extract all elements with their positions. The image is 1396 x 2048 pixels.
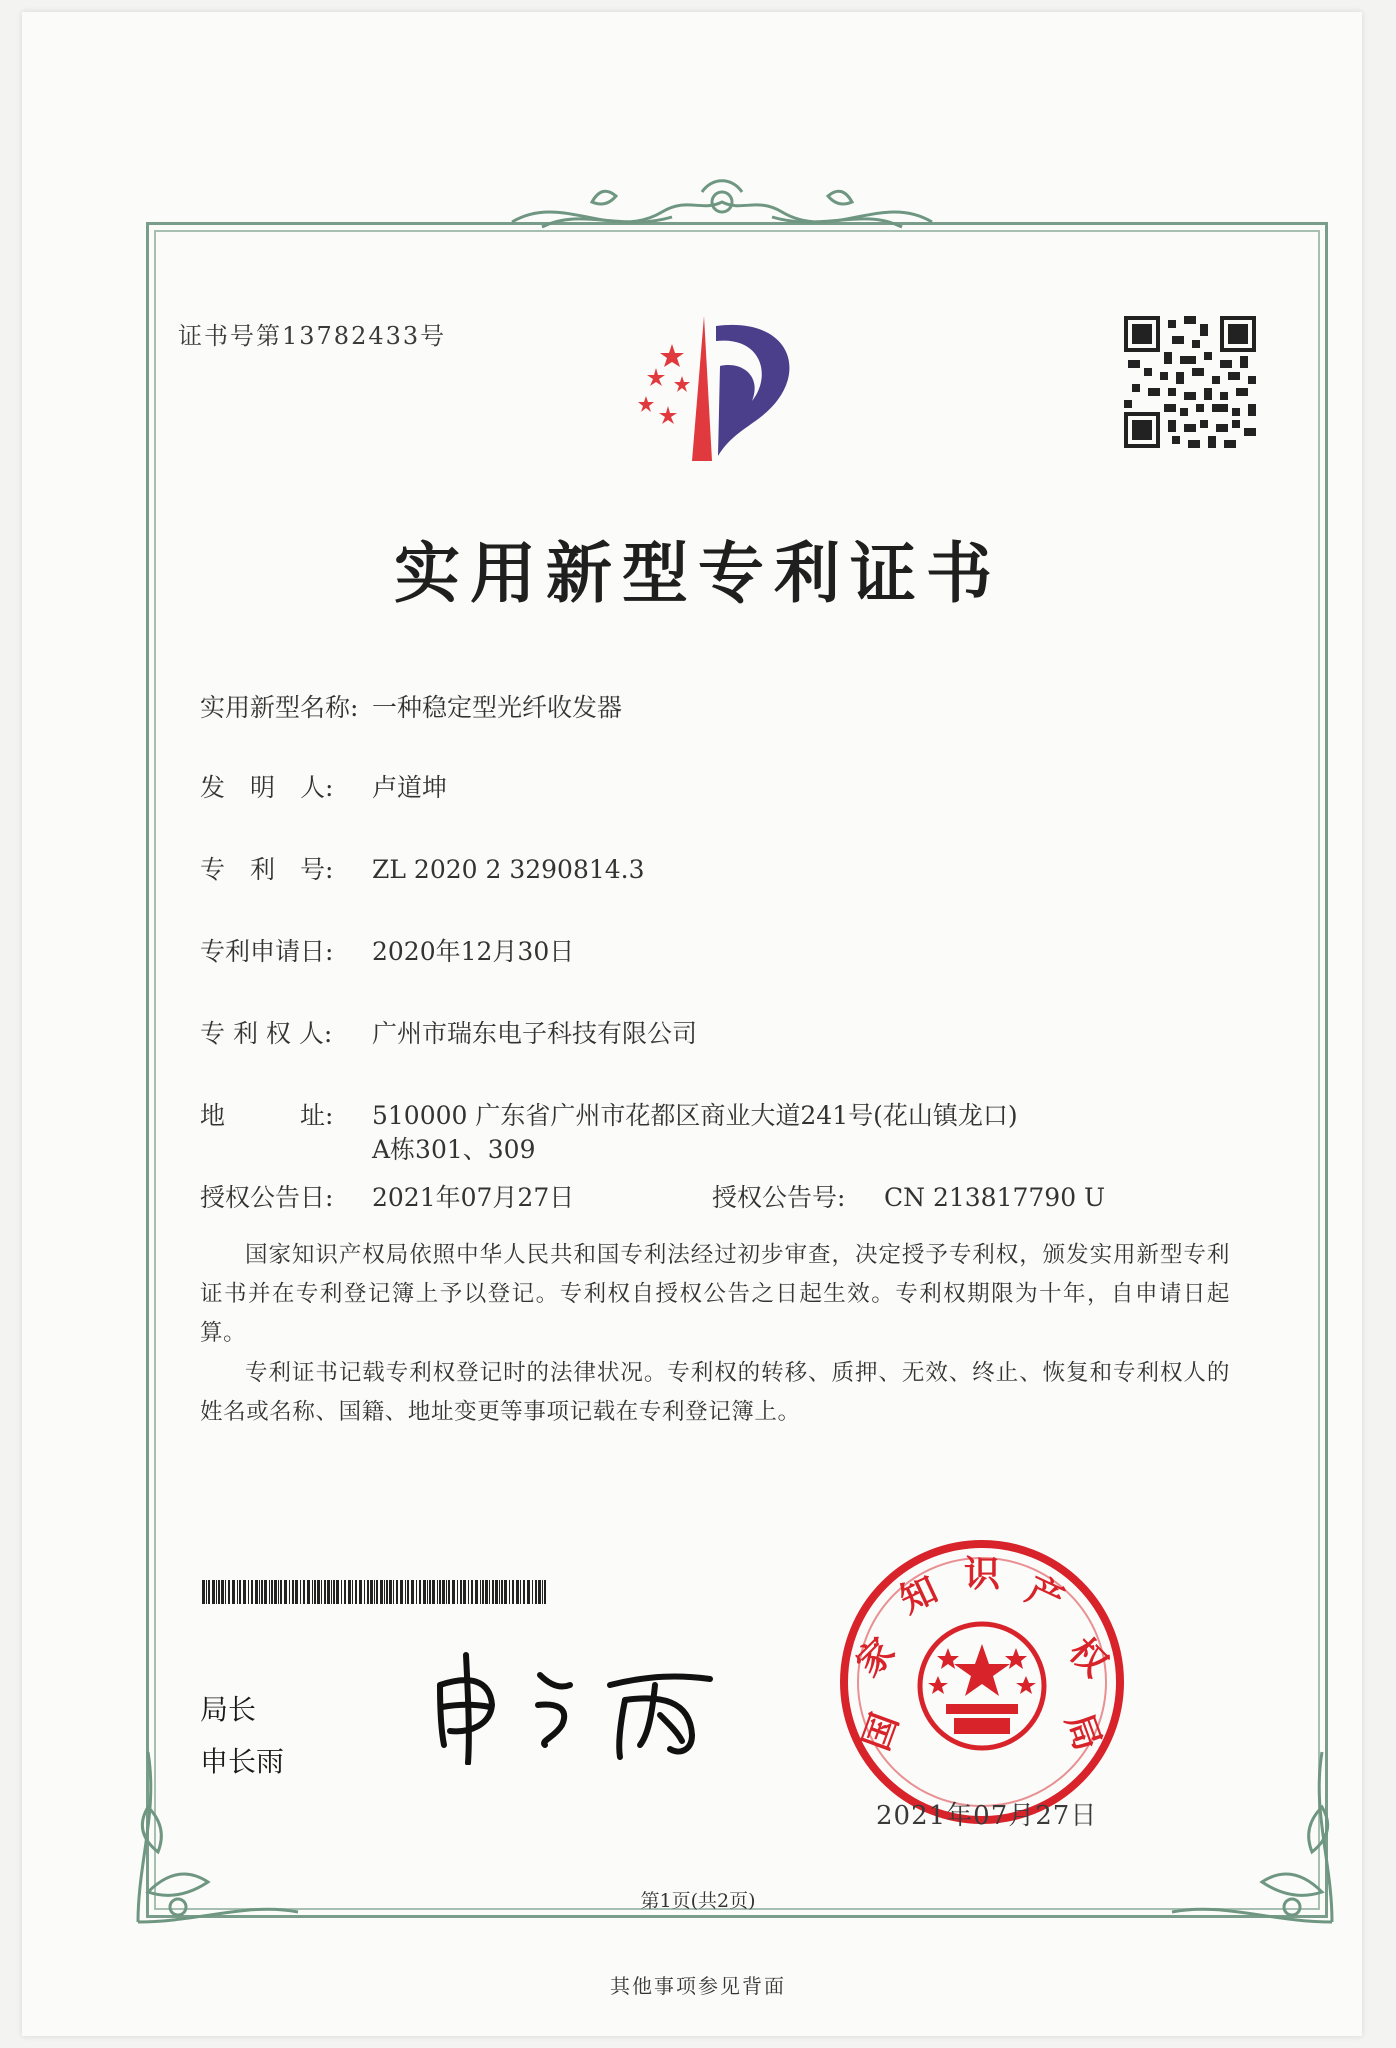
address-label: 地 址: (200, 1101, 334, 1130)
top-ornament (502, 172, 942, 252)
certificate-title: 实用新型专利证书 (394, 534, 1002, 612)
decorative-border (146, 222, 1328, 1918)
inventor-row (200, 768, 447, 804)
utility-model-name-value: 一种稳定型光纤收发器 (372, 693, 623, 722)
seal-char-7: 局 (1057, 1707, 1110, 1756)
filing-date-value: 2020年12月30日 (372, 937, 575, 966)
patentee-value: 广州市瑞东电子科技有限公司 (372, 1019, 698, 1048)
qr-code-icon (1124, 316, 1256, 448)
grant-number-row (712, 1178, 1105, 1214)
patentee-row (200, 1014, 697, 1050)
director-name: 申长雨 (200, 1745, 285, 1778)
filing-date-row (200, 932, 574, 968)
seal-char-5: 产 (1019, 1568, 1071, 1622)
seal-char-2: 家 (847, 1629, 904, 1686)
seal-char-3: 知 (893, 1568, 945, 1622)
grant-number-value: CN 213817790 U (884, 1183, 1106, 1212)
grant-date-label: 授权公告日: (200, 1183, 334, 1212)
address-line-1: 510000 广东省广州市花都区商业大道241号(花山镇龙口) (372, 1101, 1018, 1130)
certificate-number: 证书号第13782433号 (178, 322, 447, 350)
grant-statement-paragraph: 国家知识产权局依照中华人民共和国专利法经过初步审查，决定授予专利权，颁发实用新型专利证书并在专利登记簿上予以登记。专利权自授权公告之日起生效。专利权期限为十年，自申请日起算。 (200, 1242, 1230, 1346)
cnipa-logo-icon (612, 306, 822, 466)
seal-date: 2021年07月27日 (876, 1801, 1098, 1831)
grant-date-row (200, 1178, 574, 1214)
grant-date-value: 2021年07月27日 (372, 1183, 575, 1212)
patentee-label: 专 利 权 人: (200, 1019, 333, 1048)
seal-char-1: 国 (854, 1707, 907, 1756)
barcode-icon (202, 1580, 548, 1604)
grant-number-label: 授权公告号: (712, 1183, 846, 1212)
seal-char-4: 识 (963, 1553, 1001, 1595)
patent-number-row (200, 850, 645, 886)
inventor-label: 发 明 人: (200, 773, 334, 802)
director-signature (420, 1645, 730, 1765)
page-indicator: 第1页(共2页) (640, 1890, 756, 1912)
utility-model-name-label: 实用新型名称: (200, 693, 359, 722)
address-line-2: A栋301、309 (372, 1135, 536, 1164)
director-title: 局长 (200, 1693, 257, 1726)
patent-number-value: ZL 2020 2 3290814.3 (372, 855, 645, 884)
legal-status-paragraph: 专利证书记载专利权登记时的法律状况。专利权的转移、质押、无效、终止、恢复和专利权人的姓名或名称、国籍、地址变更等事项记载在专利登记簿上。 (200, 1360, 1230, 1425)
address-row (200, 1096, 1018, 1132)
inventor-value: 卢道坤 (372, 773, 448, 802)
filing-date-label: 专利申请日: (200, 937, 334, 966)
patent-number-label: 专 利 号: (200, 855, 334, 884)
seal-char-6: 权 (1060, 1629, 1117, 1686)
utility-model-name-row (200, 688, 622, 724)
back-side-note: 其他事项参见背面 (610, 1974, 786, 1998)
official-seal (836, 1536, 1128, 1828)
